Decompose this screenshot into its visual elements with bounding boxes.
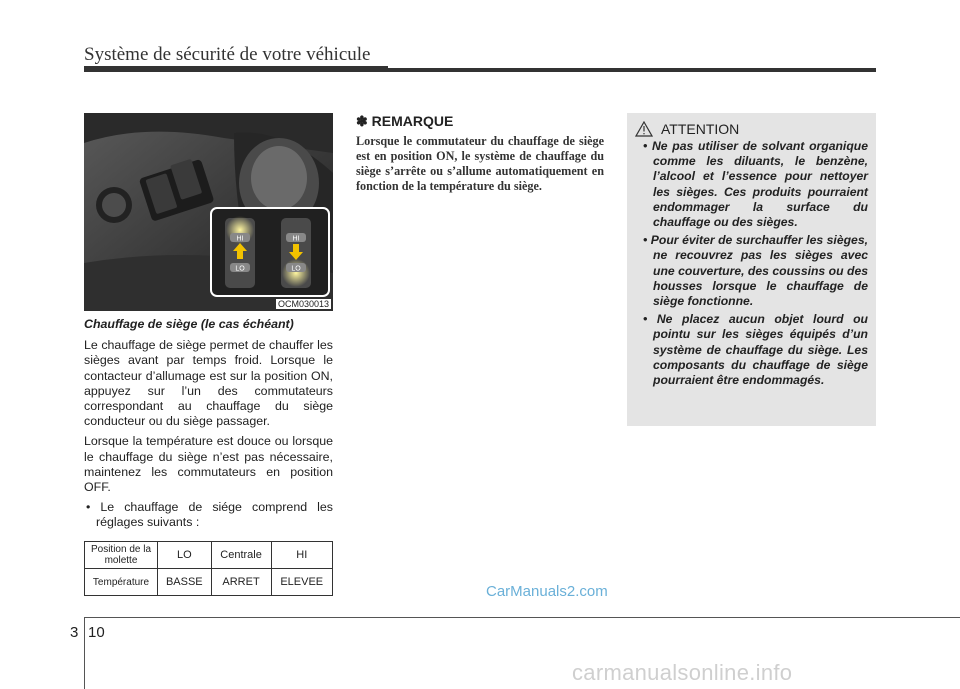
switch-label-lo-right: LO (291, 265, 301, 273)
watermark-link[interactable]: CarManuals2.com (486, 583, 608, 600)
paragraph-2: Lorsque la température est douce ou lorsque le chauffage du siège n’est pas nécessaire, maintenez les commutateurs en position OFF. (84, 434, 333, 495)
table-cell: BASSE (158, 569, 212, 596)
section-caption: Chauffage de siège (le cas échéant) (84, 317, 294, 331)
bullet-settings: • Le chauffage de siége comprend les réglages suivants : (86, 500, 333, 530)
switch-label-hi-right: HI (292, 235, 300, 243)
switch-label-hi-left: HI (236, 235, 244, 243)
table-cell: ELEVEE (271, 569, 333, 596)
caution-item: • Ne pas utiliser de solvant organique comme les diluants, le benzène, l’alcool et l’essence pour nettoyer les sièges. Ces produits pourraient endommager la surface du chauffage ou des sièges. (643, 139, 868, 230)
left-column (84, 317, 333, 536)
table-cell: ARRET (211, 569, 271, 596)
table-cell: Température (85, 569, 158, 596)
remark-body: Lorsque le commutateur du chauffage de siège est en position ON, le système de chauffage du siège s’arrête ou s’allume automatiquement en fonction de la température du siège. (356, 134, 604, 193)
table-row (85, 542, 333, 569)
switch-label-lo-left: LO (235, 265, 245, 273)
table-cell: Centrale (211, 542, 271, 569)
caution-title: ATTENTION (661, 121, 740, 137)
paragraph-1: Le chauffage de siège permet de chauffer les sièges avant par temps froid. Lorsque le contacteur d’allumage est sur la position ON, appuyez sur l’un des commutateurs correspondant au chauffage du siège conducteur ou du siège passager. (84, 338, 333, 429)
table-row (85, 569, 333, 596)
remark-section (356, 113, 604, 194)
caution-list (635, 139, 868, 388)
section-number: 3 (70, 624, 79, 641)
header-rule-accent (84, 66, 388, 72)
page-number: 10 (88, 624, 105, 641)
table-cell: HI (271, 542, 333, 569)
warning-triangle-icon (635, 121, 653, 137)
caution-header (635, 121, 868, 137)
table-cell: LO (158, 542, 212, 569)
seat-heater-photo (84, 113, 333, 311)
footer-watermark: carmanualsonline.info (572, 660, 793, 685)
image-code: OCM030013 (277, 299, 329, 309)
caution-item: • Pour éviter de surchauffer les sièges, ne recouvrez pas les sièges avec une couverture, des coussins ou des housses lorsque le chauffage de siège fonctionne. (643, 233, 868, 309)
table-cell: Position de la molette (85, 542, 158, 569)
console-illustration (84, 113, 333, 311)
remark-title: ✽ REMARQUE (356, 113, 454, 129)
footer-divider (84, 617, 85, 689)
footer-rule (84, 617, 960, 618)
caution-box (627, 113, 876, 426)
page-header-title: Système de sécurité de votre véhicule (84, 44, 371, 65)
settings-table (84, 541, 333, 596)
caution-item: • Ne placez aucun objet lourd ou pointu sur les sièges équipés d’un système de chauffage du siège. Les composants du chauffage de siège pourraient être endommagés. (643, 312, 868, 388)
